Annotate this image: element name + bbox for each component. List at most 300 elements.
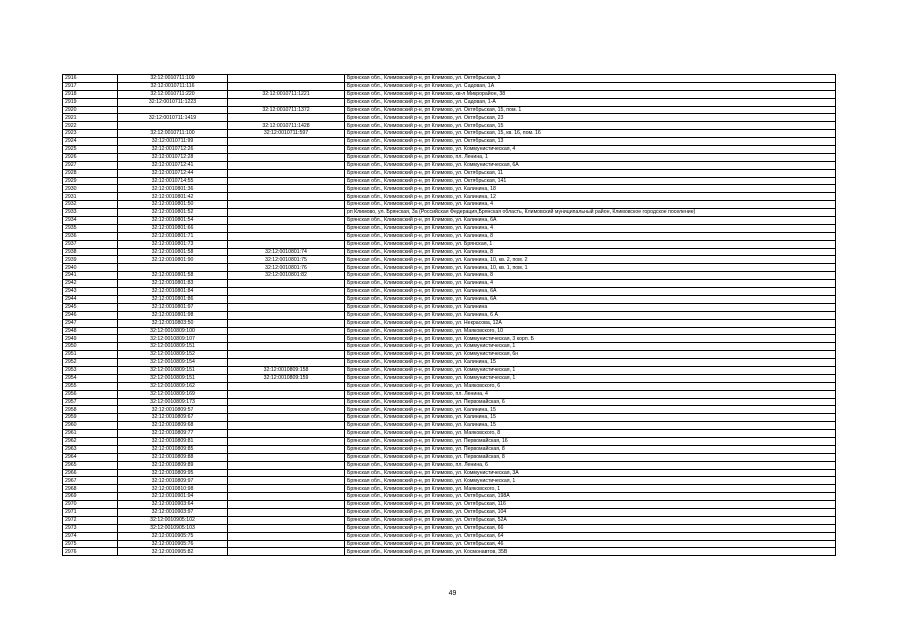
table-row — [63, 177, 836, 185]
address-cell: Брянская обл., Климовский р-н, рп Климово, ул. Калинина, 4 — [345, 280, 836, 288]
row-number-cell: 2926 — [63, 153, 118, 161]
object-cadastral-number-cell — [228, 288, 345, 296]
row-number-cell: 2948 — [63, 327, 118, 335]
row-number-cell: 2919 — [63, 98, 118, 106]
object-cadastral-number-cell — [228, 532, 345, 540]
object-cadastral-number-cell — [228, 477, 345, 485]
cadastral-number-cell: 32:12:0010801:66 — [118, 224, 228, 232]
row-number-cell: 2966 — [63, 469, 118, 477]
row-number-cell: 2922 — [63, 122, 118, 130]
table-row — [63, 272, 836, 280]
table-body — [63, 75, 836, 556]
cadastral-number-cell: 32:12:0010801:97 — [118, 303, 228, 311]
table-row — [63, 445, 836, 453]
address-cell: Брянская обл., Климовский р-н, рп Климово, ул. Октябрьская, 198А — [345, 493, 836, 501]
row-number-cell: 2931 — [63, 193, 118, 201]
object-cadastral-number-cell — [228, 469, 345, 477]
table-row — [63, 98, 836, 106]
cadastral-number-cell: 32:12:0010711:1419 — [118, 114, 228, 122]
cadastral-number-cell: 32:12:0010801:86 — [118, 295, 228, 303]
object-cadastral-number-cell — [228, 516, 345, 524]
object-cadastral-number-cell — [228, 327, 345, 335]
table-row — [63, 422, 836, 430]
table-row — [63, 90, 836, 98]
row-number-cell: 2957 — [63, 398, 118, 406]
row-number-cell: 2918 — [63, 90, 118, 98]
object-cadastral-number-cell: 32:12:0010801:74 — [228, 248, 345, 256]
cadastral-number-cell: 32:12:0010711:116 — [118, 82, 228, 90]
object-cadastral-number-cell — [228, 501, 345, 509]
table-row — [63, 327, 836, 335]
address-cell: Брянская обл., Климовский р-н, рп Климово, ул. Первомайская, 8 — [345, 453, 836, 461]
table-row — [63, 343, 836, 351]
address-cell: Брянская обл., Климовский р-н, рп Климово, ул. Калинина, 6А — [345, 295, 836, 303]
object-cadastral-number-cell — [228, 414, 345, 422]
row-number-cell: 2938 — [63, 248, 118, 256]
address-cell: Брянская обл., Климовский р-н, рп Климово, ул. Октябрьская, 11 — [345, 169, 836, 177]
object-cadastral-number-cell — [228, 146, 345, 154]
property-register-table — [62, 74, 836, 556]
table-row — [63, 264, 836, 272]
object-cadastral-number-cell — [228, 351, 345, 359]
table-row — [63, 524, 836, 532]
row-number-cell: 2942 — [63, 280, 118, 288]
row-number-cell: 2969 — [63, 493, 118, 501]
cadastral-number-cell: 32:12:0010801:98 — [118, 311, 228, 319]
address-cell: Брянская обл., Климовский р-н, рп Климово, ул. Калинина, 10, кв. 2, пом. 2 — [345, 256, 836, 264]
object-cadastral-number-cell: 32:12:0010801:75 — [228, 256, 345, 264]
cadastral-number-cell — [118, 264, 228, 272]
object-cadastral-number-cell — [228, 75, 345, 83]
cadastral-number-cell — [118, 122, 228, 130]
address-cell: Брянская обл., Климовский р-н, рп Климово, ул. Коммунистическая, 1 — [345, 374, 836, 382]
row-number-cell: 2960 — [63, 422, 118, 430]
address-cell: Брянская обл., Климовский р-н, рп Климово, ул. Октябрьская, 104 — [345, 508, 836, 516]
cadastral-number-cell: 32:12:0010809:57 — [118, 406, 228, 414]
cadastral-number-cell: 32:12:0010801:36 — [118, 185, 228, 193]
table-row — [63, 209, 836, 217]
table-row — [63, 82, 836, 90]
object-cadastral-number-cell — [228, 224, 345, 232]
table-row — [63, 295, 836, 303]
table-row — [63, 493, 836, 501]
cadastral-number-cell: 32:12:0010801:42 — [118, 193, 228, 201]
table-row — [63, 193, 836, 201]
row-number-cell: 2929 — [63, 177, 118, 185]
address-cell: Брянская обл., Климовский р-н, рп Климово, ул. Октябрьская, 23 — [345, 114, 836, 122]
address-cell: Брянская обл., Климовский р-н, рп Климово, ул. Калинина, 8 — [345, 272, 836, 280]
object-cadastral-number-cell — [228, 114, 345, 122]
object-cadastral-number-cell — [228, 98, 345, 106]
address-cell: Брянская обл., Климовский р-н, рп Климово, ул. Калинина, 12 — [345, 193, 836, 201]
address-cell: Брянская обл., Климовский р-н, рп Климово, ул. Калинина, 6А — [345, 288, 836, 296]
address-cell: Брянская обл., Климовский р-н, рп Климово, ул. Маяковского, 10 — [345, 327, 836, 335]
row-number-cell: 2962 — [63, 437, 118, 445]
cadastral-number-cell: 32:12:0010809:89 — [118, 461, 228, 469]
cadastral-number-cell: 32:12:0010809:77 — [118, 430, 228, 438]
object-cadastral-number-cell — [228, 382, 345, 390]
address-cell: Брянская обл., Климовский р-н, рп Климово, ул. Калинина, 8 — [345, 248, 836, 256]
object-cadastral-number-cell — [228, 335, 345, 343]
object-cadastral-number-cell — [228, 398, 345, 406]
table-row — [63, 224, 836, 232]
table-row — [63, 256, 836, 264]
row-number-cell: 2940 — [63, 264, 118, 272]
row-number-cell: 2961 — [63, 430, 118, 438]
cadastral-number-cell: 32:12:0010801:83 — [118, 280, 228, 288]
object-cadastral-number-cell — [228, 319, 345, 327]
row-number-cell: 2923 — [63, 130, 118, 138]
table-row — [63, 516, 836, 524]
cadastral-number-cell: 32:12:0010801:73 — [118, 240, 228, 248]
address-cell: Брянская обл., Климовский р-н, рп Климово, ул. Маяковского, 8 — [345, 430, 836, 438]
object-cadastral-number-cell — [228, 217, 345, 225]
address-cell: Брянская обл., Климовский р-н, рп Климово, ул. Октябрьская, 52А — [345, 516, 836, 524]
object-cadastral-number-cell — [228, 437, 345, 445]
address-cell: Брянская обл., Климовский р-н, рп Климово, ул. Калинина, 10, кв. 1, пом. 1 — [345, 264, 836, 272]
address-cell: Брянская обл., Климовский р-н, рп Климово, ул. Калинина, 15 — [345, 414, 836, 422]
object-cadastral-number-cell: 32:12:0010711:1372 — [228, 106, 345, 114]
row-number-cell: 2932 — [63, 201, 118, 209]
address-cell: Брянская обл., Климовский р-н, рп Климово, ул. Октябрьская, 64 — [345, 532, 836, 540]
table-row — [63, 548, 836, 556]
cadastral-number-cell: 32:12:0010801:52 — [118, 209, 228, 217]
table-row — [63, 485, 836, 493]
object-cadastral-number-cell: 32:12:0010801:76 — [228, 264, 345, 272]
address-cell: Брянская обл., Климовский р-н, рп Климово, ул. Калинина, 15 — [345, 406, 836, 414]
object-cadastral-number-cell — [228, 445, 345, 453]
cadastral-number-cell: 32:12:0010809:85 — [118, 445, 228, 453]
address-cell: Брянская обл., Климовский р-н, рп Климово, ул. Космонавтов, 35В — [345, 548, 836, 556]
object-cadastral-number-cell: 32:12:0010711:1428 — [228, 122, 345, 130]
object-cadastral-number-cell — [228, 311, 345, 319]
cadastral-number-cell: 32:12:0010809:67 — [118, 414, 228, 422]
cadastral-number-cell: 32:12:0010809:97 — [118, 477, 228, 485]
table-row — [63, 461, 836, 469]
row-number-cell: 2976 — [63, 548, 118, 556]
address-cell: Брянская обл., Климовский р-н, рп Климово, ул. Первомайская, 16 — [345, 437, 836, 445]
object-cadastral-number-cell — [228, 508, 345, 516]
object-cadastral-number-cell — [228, 153, 345, 161]
cadastral-number-cell: 32:12:0010712:41 — [118, 161, 228, 169]
cadastral-number-cell: 32:12:0010809:95 — [118, 469, 228, 477]
cadastral-number-cell — [118, 106, 228, 114]
table-row — [63, 501, 836, 509]
address-cell: Брянская обл., Климовский р-н, рп Климово, ул. Садовая, 1А — [345, 82, 836, 90]
table-row — [63, 406, 836, 414]
table-row — [63, 390, 836, 398]
row-number-cell: 2925 — [63, 146, 118, 154]
object-cadastral-number-cell — [228, 359, 345, 367]
object-cadastral-number-cell — [228, 280, 345, 288]
cadastral-number-cell: 32:12:0010809:151 — [118, 366, 228, 374]
table-row — [63, 288, 836, 296]
table-row — [63, 75, 836, 83]
cadastral-number-cell: 32:12:0010905:82 — [118, 548, 228, 556]
object-cadastral-number-cell — [228, 201, 345, 209]
address-cell: Брянская обл., Климовский р-н, рп Климово, ул. Октябрьская, 46 — [345, 540, 836, 548]
row-number-cell: 2944 — [63, 295, 118, 303]
address-cell: Брянская обл., Климовский р-н, рп Климово, ул. Первомайская, 8 — [345, 445, 836, 453]
row-number-cell: 2943 — [63, 288, 118, 296]
cadastral-number-cell: 32:12:0010905:102 — [118, 516, 228, 524]
cadastral-number-cell: 32:12:0010712:26 — [118, 146, 228, 154]
address-cell: Брянская обл., Климовский р-н, рп Климово, ул. Коммунистическая, 6А — [345, 161, 836, 169]
address-cell: Брянская обл., Климовский р-н, рп Климово, ул. Октябрьская, 13 — [345, 138, 836, 146]
cadastral-number-cell: 32:12:0010801:54 — [118, 217, 228, 225]
object-cadastral-number-cell — [228, 303, 345, 311]
table-row — [63, 161, 836, 169]
object-cadastral-number-cell — [228, 453, 345, 461]
cadastral-number-cell: 32:12:0010809:68 — [118, 422, 228, 430]
table-row — [63, 106, 836, 114]
address-cell: Брянская обл., Климовский р-н, рп Климово, ул. Коммунистическая, 3 корп. Б — [345, 335, 836, 343]
object-cadastral-number-cell — [228, 461, 345, 469]
object-cadastral-number-cell: 32:12:0010801:82 — [228, 272, 345, 280]
object-cadastral-number-cell: 32:12:0010809:159 — [228, 374, 345, 382]
address-cell: Брянская обл., Климовский р-н, рп Климово, ул. Коммунистическая, 3А — [345, 469, 836, 477]
address-cell: Брянская обл., Климовский р-н, рп Климово, пл. Ленина, 4 — [345, 390, 836, 398]
table-row — [63, 508, 836, 516]
row-number-cell: 2921 — [63, 114, 118, 122]
object-cadastral-number-cell — [228, 232, 345, 240]
row-number-cell: 2972 — [63, 516, 118, 524]
object-cadastral-number-cell — [228, 240, 345, 248]
row-number-cell: 2937 — [63, 240, 118, 248]
address-cell: Брянская обл., Климовский р-н, рп Климово, ул. Брянская, 1 — [345, 240, 836, 248]
cadastral-number-cell: 32:12:0010711:220 — [118, 90, 228, 98]
object-cadastral-number-cell — [228, 295, 345, 303]
object-cadastral-number-cell — [228, 209, 345, 217]
cadastral-number-cell: 32:12:0010905:76 — [118, 540, 228, 548]
address-cell: Брянская обл., Климовский р-н, рп Климово, ул. Октябрьская, 116 — [345, 501, 836, 509]
row-number-cell: 2967 — [63, 477, 118, 485]
address-cell: Брянская обл., Климовский р-н, рп Климово, ул. Октябрьская, 15 — [345, 122, 836, 130]
address-cell: Брянская обл., Климовский р-н, рп Климово, ул. Маяковского, 6 — [345, 382, 836, 390]
address-cell: Брянская обл., Климовский р-н, рп Климово, ул. Коммунистическая, 6н — [345, 351, 836, 359]
cadastral-number-cell: 32:12:0010905:75 — [118, 532, 228, 540]
table-row — [63, 201, 836, 209]
row-number-cell: 2956 — [63, 390, 118, 398]
address-cell: Брянская обл., Климовский р-н, рп Климово, ул. Калинина, 15 — [345, 359, 836, 367]
row-number-cell: 2975 — [63, 540, 118, 548]
cadastral-number-cell: 32:12:0010801:50 — [118, 201, 228, 209]
object-cadastral-number-cell — [228, 540, 345, 548]
table-row — [63, 351, 836, 359]
cadastral-number-cell: 32:12:0010801:58 — [118, 248, 228, 256]
row-number-cell: 2945 — [63, 303, 118, 311]
object-cadastral-number-cell — [228, 169, 345, 177]
cadastral-number-cell: 32:12:0010809:100 — [118, 327, 228, 335]
table-row — [63, 319, 836, 327]
cadastral-number-cell: 32:12:0010711:1223 — [118, 98, 228, 106]
cadastral-number-cell: 32:12:0010711:100 — [118, 130, 228, 138]
cadastral-number-cell: 32:12:0010801:90 — [118, 256, 228, 264]
row-number-cell: 2971 — [63, 508, 118, 516]
row-number-cell: 2959 — [63, 414, 118, 422]
cadastral-number-cell: 32:12:0010809:162 — [118, 382, 228, 390]
row-number-cell: 2954 — [63, 374, 118, 382]
cadastral-number-cell: 32:12:0010903:97 — [118, 508, 228, 516]
row-number-cell: 2950 — [63, 343, 118, 351]
row-number-cell: 2974 — [63, 532, 118, 540]
object-cadastral-number-cell — [228, 82, 345, 90]
object-cadastral-number-cell — [228, 548, 345, 556]
table-row — [63, 122, 836, 130]
object-cadastral-number-cell — [228, 493, 345, 501]
row-number-cell: 2927 — [63, 161, 118, 169]
row-number-cell: 2936 — [63, 232, 118, 240]
table-row — [63, 217, 836, 225]
row-number-cell: 2928 — [63, 169, 118, 177]
cadastral-number-cell: 32:12:0010711:99 — [118, 138, 228, 146]
cadastral-number-cell: 32:12:0010905:103 — [118, 524, 228, 532]
table-row — [63, 138, 836, 146]
page-number: 49 — [448, 590, 457, 597]
table-row — [63, 430, 836, 438]
address-cell: Брянская обл., Климовский р-н, рп Климово, ул. Садовая, 1-А — [345, 98, 836, 106]
cadastral-number-cell: 32:12:0010711:109 — [118, 75, 228, 83]
address-cell: Брянская обл., Климовский р-н, рп Климово, ул. Калинина, 4 — [345, 201, 836, 209]
address-cell: Брянская обл., Климовский р-н, рп Климово, пл. Ленина, 6 — [345, 461, 836, 469]
address-cell: Брянская обл., Климовский р-н, рп Климово, пл. Ленина, 1 — [345, 153, 836, 161]
address-cell: Брянская обл., Климовский р-н, рп Климово, ул. Октябрьская, 15, пом. 1 — [345, 106, 836, 114]
table-row — [63, 153, 836, 161]
cadastral-number-cell: 32:12:0010809:81 — [118, 437, 228, 445]
cadastral-number-cell: 32:12:0010712:44 — [118, 169, 228, 177]
cadastral-number-cell: 32:12:0010712:28 — [118, 153, 228, 161]
address-cell: Брянская обл., Климовский р-н, рп Климово, ул. Калинина, 15 — [345, 422, 836, 430]
object-cadastral-number-cell — [228, 185, 345, 193]
address-cell: Брянская обл., Климовский р-н, рп Климово, ул. Калинина, 8 — [345, 232, 836, 240]
row-number-cell: 2934 — [63, 217, 118, 225]
row-number-cell: 2924 — [63, 138, 118, 146]
table-row — [63, 366, 836, 374]
address-cell: Брянская обл., Климовский р-н, рп Климово, кв-л Микрорайон, 38 — [345, 90, 836, 98]
table-row — [63, 248, 836, 256]
cadastral-number-cell: 32:12:0010809:107 — [118, 335, 228, 343]
row-number-cell: 2949 — [63, 335, 118, 343]
row-number-cell: 2965 — [63, 461, 118, 469]
address-cell: Брянская обл., Климовский р-н, рп Климово, ул. Калинина — [345, 303, 836, 311]
cadastral-number-cell: 32:12:0010809:152 — [118, 351, 228, 359]
address-cell: Брянская обл., Климовский р-н, рп Климово, ул. Октябрьская, 141 — [345, 177, 836, 185]
address-cell: Брянская обл., Климовский р-н, рп Климово, ул. Октябрьская, 66 — [345, 524, 836, 532]
object-cadastral-number-cell: 32:12:0010711:1221 — [228, 90, 345, 98]
cadastral-number-cell: 32:12:0010801:71 — [118, 232, 228, 240]
table-row — [63, 335, 836, 343]
cadastral-number-cell: 32:12:0010803:50 — [118, 319, 228, 327]
object-cadastral-number-cell — [228, 406, 345, 414]
table-row — [63, 398, 836, 406]
table-row — [63, 477, 836, 485]
row-number-cell: 2947 — [63, 319, 118, 327]
cadastral-number-cell: 32:12:0010809:88 — [118, 453, 228, 461]
table-row — [63, 114, 836, 122]
cadastral-number-cell: 32:12:0010903:64 — [118, 501, 228, 509]
table-row — [63, 469, 836, 477]
cadastral-number-cell: 32:12:0010901:94 — [118, 493, 228, 501]
object-cadastral-number-cell — [228, 524, 345, 532]
row-number-cell: 2941 — [63, 272, 118, 280]
object-cadastral-number-cell: 32:12:0010809:158 — [228, 366, 345, 374]
row-number-cell: 2917 — [63, 82, 118, 90]
object-cadastral-number-cell — [228, 343, 345, 351]
table-row — [63, 532, 836, 540]
row-number-cell: 2952 — [63, 359, 118, 367]
object-cadastral-number-cell: 32:12:0010711:597 — [228, 130, 345, 138]
row-number-cell: 2935 — [63, 224, 118, 232]
address-cell: рп Климово, ул. Брянская, 3а (Российская Федерация,Брянская область, Климовский муниципальный район, Климовское городское поселение) — [345, 209, 836, 217]
row-number-cell: 2964 — [63, 453, 118, 461]
address-cell: Брянская обл., Климовский р-н, рп Климово, ул. Калинина, 18 — [345, 185, 836, 193]
cadastral-number-cell: 32:12:0010809:154 — [118, 359, 228, 367]
address-cell: Брянская обл., Климовский р-н, рп Климово, ул. Коммунистическая, 4 — [345, 146, 836, 154]
address-cell: Брянская обл., Климовский р-н, рп Климово, ул. Маяковского, 1 — [345, 485, 836, 493]
table-row — [63, 453, 836, 461]
table-row — [63, 374, 836, 382]
row-number-cell: 2933 — [63, 209, 118, 217]
cadastral-number-cell: 32:12:0010801:84 — [118, 288, 228, 296]
table-row — [63, 311, 836, 319]
row-number-cell: 2939 — [63, 256, 118, 264]
row-number-cell: 2946 — [63, 311, 118, 319]
table-row — [63, 185, 836, 193]
address-cell: Брянская обл., Климовский р-н, рп Климово, ул. Октябрьская, 3 — [345, 75, 836, 83]
address-cell: Брянская обл., Климовский р-н, рп Климово, ул. Первомайская, 6 — [345, 398, 836, 406]
address-cell: Брянская обл., Климовский р-н, рп Климово, ул. Коммунистическая, 1 — [345, 477, 836, 485]
row-number-cell: 2955 — [63, 382, 118, 390]
row-number-cell: 2963 — [63, 445, 118, 453]
cadastral-number-cell: 32:12:0010809:173 — [118, 398, 228, 406]
object-cadastral-number-cell — [228, 430, 345, 438]
address-cell: Брянская обл., Климовский р-н, рп Климово, ул. Калинина, 6 А — [345, 311, 836, 319]
table-row — [63, 540, 836, 548]
object-cadastral-number-cell — [228, 422, 345, 430]
row-number-cell: 2953 — [63, 366, 118, 374]
object-cadastral-number-cell — [228, 177, 345, 185]
row-number-cell: 2916 — [63, 75, 118, 83]
table-row — [63, 280, 836, 288]
table-row — [63, 130, 836, 138]
cadastral-number-cell: 32:12:0010801:58 — [118, 272, 228, 280]
address-cell: Брянская обл., Климовский р-н, рп Климово, ул. Коммунистическая, 1 — [345, 366, 836, 374]
table-row — [63, 146, 836, 154]
table-row — [63, 359, 836, 367]
row-number-cell: 2958 — [63, 406, 118, 414]
row-number-cell: 2951 — [63, 351, 118, 359]
address-cell: Брянская обл., Климовский р-н, рп Климово, ул. Некрасова, 12А — [345, 319, 836, 327]
row-number-cell: 2970 — [63, 501, 118, 509]
object-cadastral-number-cell — [228, 390, 345, 398]
object-cadastral-number-cell — [228, 485, 345, 493]
table-row — [63, 437, 836, 445]
row-number-cell: 2920 — [63, 106, 118, 114]
object-cadastral-number-cell — [228, 161, 345, 169]
row-number-cell: 2968 — [63, 485, 118, 493]
cadastral-number-cell: 32:12:0010809:151 — [118, 343, 228, 351]
address-cell: Брянская обл., Климовский р-н, рп Климово, ул. Октябрьская, 15, кв. 16, пом. 16 — [345, 130, 836, 138]
table-row — [63, 414, 836, 422]
table-row — [63, 232, 836, 240]
cadastral-number-cell: 32:12:0010809:151 — [118, 374, 228, 382]
cadastral-number-cell: 32:12:0010809:169 — [118, 390, 228, 398]
address-cell: Брянская обл., Климовский р-н, рп Климово, ул. Калинина, 6А — [345, 217, 836, 225]
row-number-cell: 2973 — [63, 524, 118, 532]
table-row — [63, 169, 836, 177]
row-number-cell: 2930 — [63, 185, 118, 193]
object-cadastral-number-cell — [228, 193, 345, 201]
